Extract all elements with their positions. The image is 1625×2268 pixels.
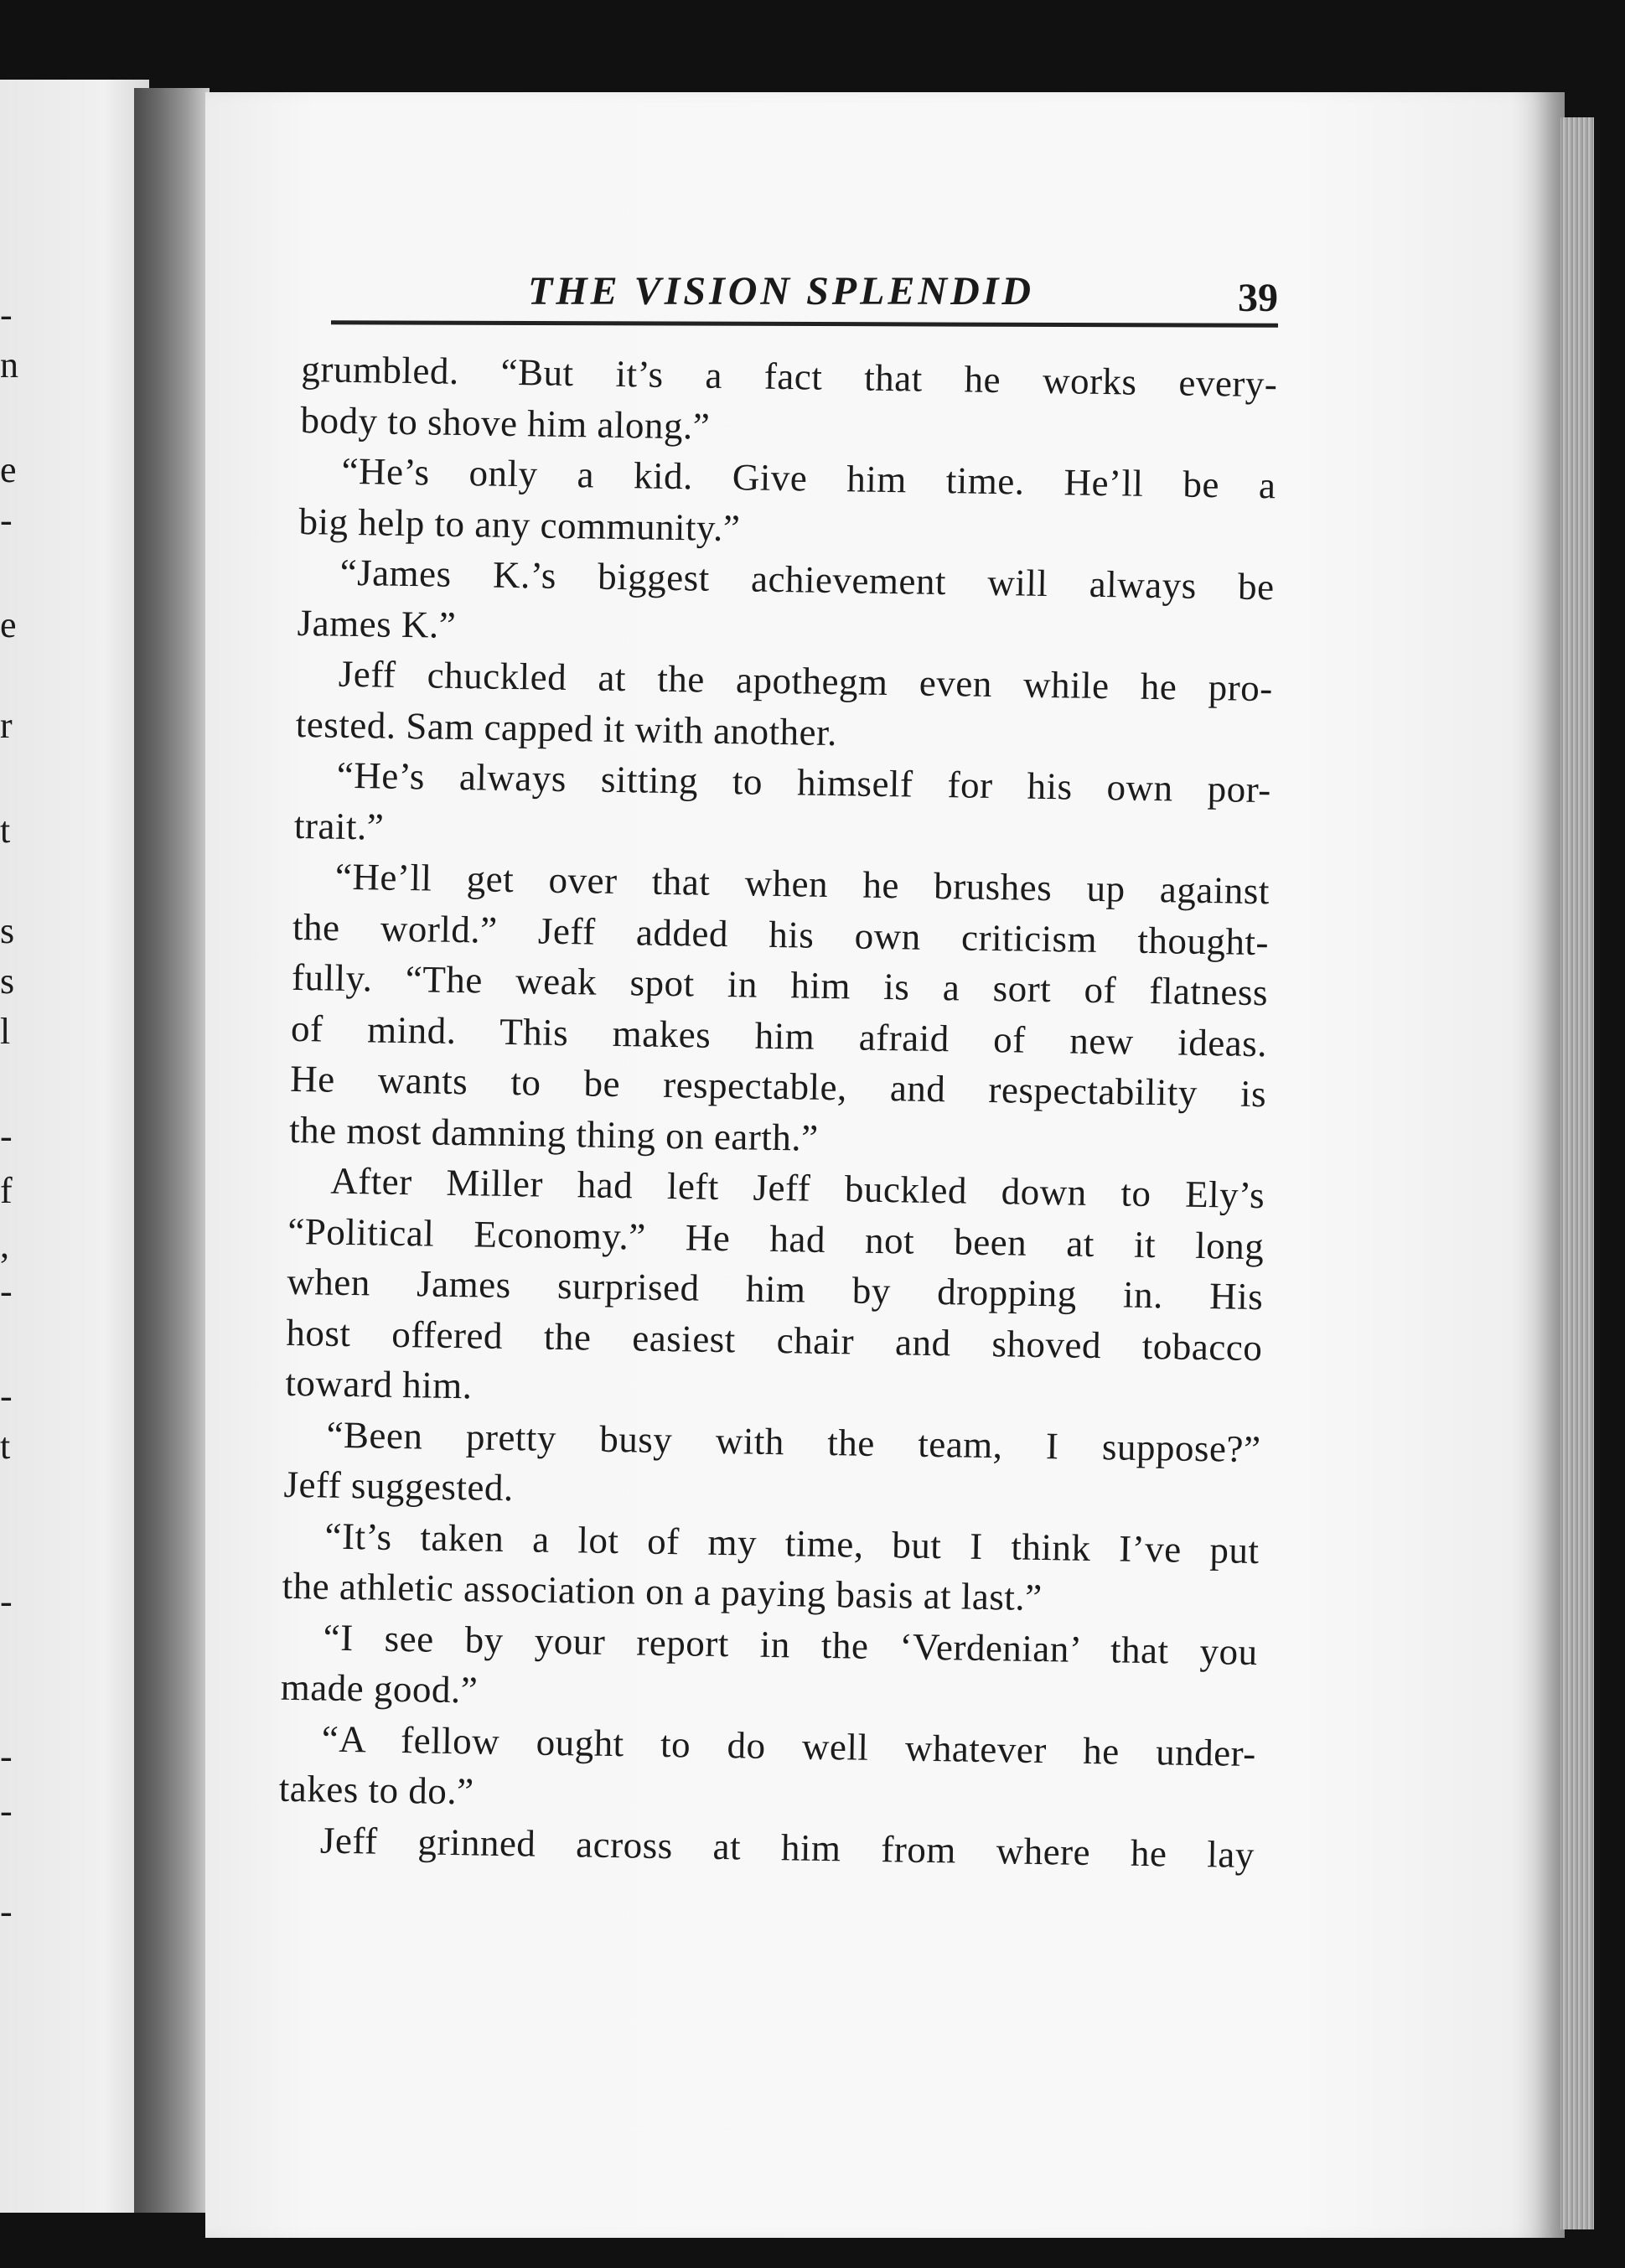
book-gutter: [134, 88, 210, 2213]
page-number: 39: [1238, 276, 1278, 320]
text-line: “He’s always sitting to himself for his own por-: [336, 753, 1272, 811]
left-fragment: n: [0, 344, 18, 386]
left-page-text-fragments: [0, 80, 34, 2213]
left-fragment: s: [0, 910, 15, 951]
left-fragment: -: [0, 1116, 13, 1157]
text-line: “He’ll get over that when he brushes up against: [334, 855, 1271, 913]
page-fore-edge: [1560, 117, 1594, 2229]
left-fragment: -: [0, 294, 13, 335]
text-line: body to shove him along.”: [300, 398, 711, 448]
left-facing-page: [0, 80, 149, 2213]
left-fragment: -: [0, 1375, 13, 1416]
left-fragment: -: [0, 1790, 13, 1831]
left-fragment: -: [0, 1271, 13, 1312]
text-line: Jeff chuckled at the apothegm even while he pro-: [338, 652, 1274, 710]
left-fragment: -: [0, 1581, 13, 1622]
body-text: [277, 344, 1277, 1880]
text-line: when James surprised him by dropping in. His: [287, 1260, 1264, 1318]
left-fragment: -: [0, 500, 13, 541]
text-line: Jeff grinned across at him from where he lay: [319, 1819, 1255, 1876]
left-fragment: -: [0, 1736, 13, 1777]
running-head-title: THE VISION SPLENDID: [528, 269, 1035, 313]
text-line: Jeff suggested.: [283, 1463, 515, 1509]
text-line: toward him.: [285, 1361, 473, 1407]
left-fragment: ,: [0, 1225, 9, 1266]
text-line: grumbled. “But it’s a fact that he works every-: [301, 347, 1278, 406]
text-line: the world.” Jeff added his own criticism thought-: [292, 905, 1270, 963]
text-line: made good.”: [280, 1665, 479, 1711]
left-fragment: s: [0, 961, 15, 1002]
text-line: trait.”: [293, 804, 385, 848]
text-line: big help to any community.”: [298, 500, 741, 549]
text-line: James K.”: [297, 601, 457, 646]
text-line: “A fellow ought to do well whatever he under-: [321, 1717, 1257, 1774]
text-line: “He’s only a kid. Give him time. He’ll be a: [341, 449, 1276, 507]
text-line: “It’s taken a lot of my time, but I think I’ve put: [324, 1515, 1260, 1572]
text-line: host offered the easiest chair and shoved tobacco: [286, 1311, 1263, 1369]
text-line: fully. “The weak spot in him is a sort of flatness: [291, 955, 1269, 1014]
left-fragment: e: [0, 604, 17, 645]
left-fragment: r: [0, 705, 13, 746]
left-fragment: t: [0, 1426, 11, 1467]
text-line: After Miller had left Jeff buckled down to Ely’s: [329, 1159, 1265, 1217]
text-line: takes to do.”: [278, 1767, 474, 1813]
left-fragment: l: [0, 1011, 11, 1052]
text-line: “Political Economy.” He had not been at it long: [287, 1209, 1265, 1267]
text-line: the athletic association on a paying basis at last.”: [282, 1564, 1043, 1619]
left-fragment: t: [0, 810, 11, 851]
text-line: “I see by your report in the ‘Verdenian’ that you: [323, 1616, 1259, 1673]
left-fragment: f: [0, 1170, 13, 1211]
text-line: He wants to be respectable, and respectability is: [289, 1057, 1267, 1116]
text-line: of mind. This makes him afraid of new ideas.: [290, 1007, 1268, 1064]
text-line: “James K.’s biggest achievement will always be: [339, 551, 1275, 608]
text-line: the most damning thing on earth.”: [288, 1108, 819, 1159]
text-line: tested. Sam capped it with another.: [295, 702, 838, 753]
running-head: [331, 251, 1278, 327]
left-fragment: e: [0, 449, 17, 490]
left-fragment: -: [0, 1891, 13, 1932]
text-line: “Been pretty busy with the team, I suppose?”: [326, 1413, 1261, 1470]
